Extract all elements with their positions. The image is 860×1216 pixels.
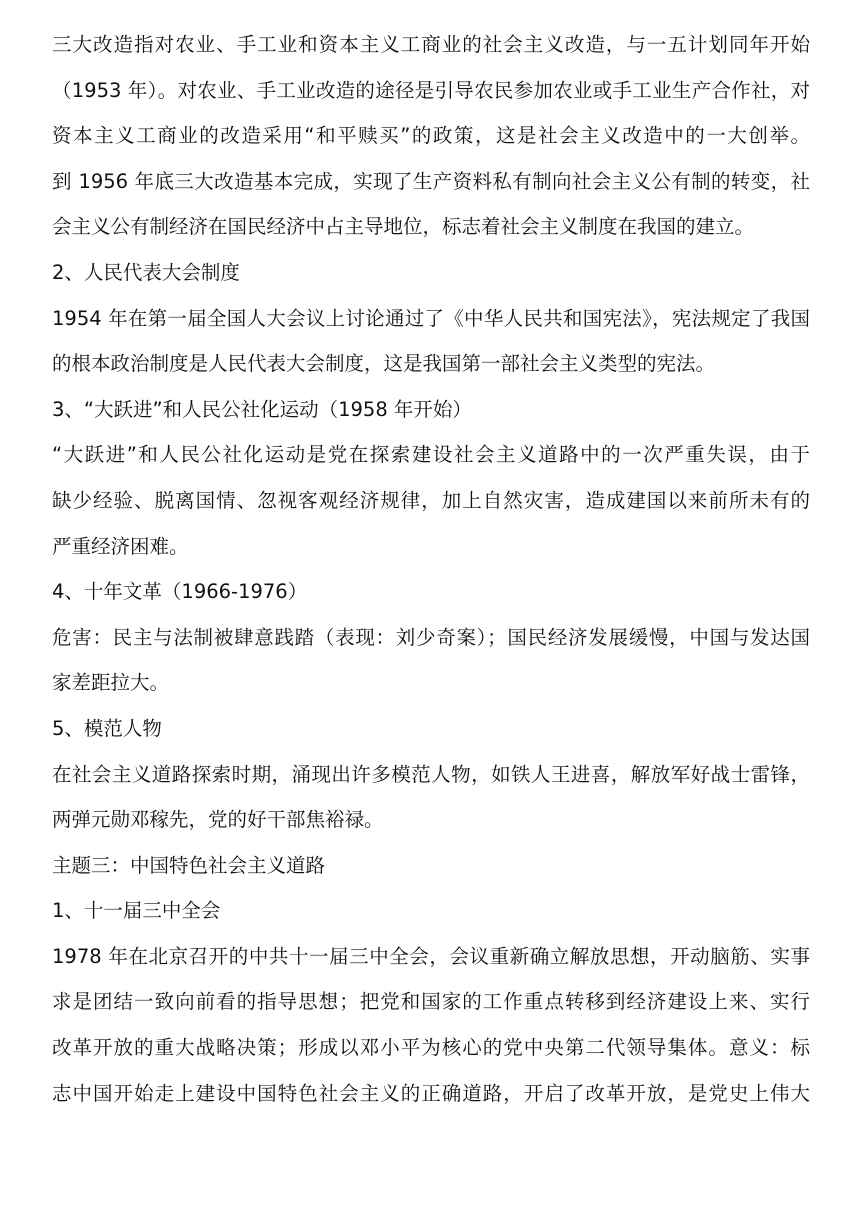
paragraph-line: 三大改造指对农业、手工业和资本主义工商业的社会主义改造，与一五计划同年开始 bbox=[52, 33, 810, 56]
paragraph-line: 在社会主义道路探索时期，涌现出许多模范人物，如铁人王进喜，解放军好战士雷锋， bbox=[52, 762, 810, 786]
paragraph-line: 志中国开始走上建设中国特色社会主义的正确道路，开启了改革开放，是党史上伟大 bbox=[52, 1081, 810, 1105]
section-heading: 4、十年文革（1966-1976） bbox=[52, 580, 308, 604]
paragraph-line: 1954 年在第一届全国人大会议上讨论通过了《中华人民共和国宪法》，宪法规定了我国 bbox=[52, 306, 810, 330]
section-heading: 2、人民代表大会制度 bbox=[52, 260, 240, 284]
paragraph-line: 求是团结一致向前看的指导思想；把党和国家的工作重点转移到经济建设上来、实行 bbox=[52, 990, 810, 1014]
paragraph-line: 1978 年在北京召开的中共十一届三中全会，会议重新确立解放思想，开动脑筋、实事 bbox=[52, 944, 810, 968]
paragraph-line: 会主义公有制经济在国民经济中占主导地位，标志着社会主义制度在我国的建立。 bbox=[52, 215, 755, 239]
paragraph-line: 改革开放的重大战略决策；形成以邓小平为核心的党中央第二代领导集体。意义：标 bbox=[52, 1036, 810, 1060]
document-page bbox=[52, 22, 810, 1116]
paragraph-line: 危害：民主与法制被肆意践踏（表现：刘少奇案）；国民经济发展缓慢，中国与发达国 bbox=[52, 625, 810, 649]
paragraph-line: （1953 年）。对农业、手工业改造的途径是引导农民参加农业或手工业生产合作社，对 bbox=[52, 78, 810, 102]
paragraph-line: “大跃进”和人民公社化运动是党在探索建设社会主义道路中的一次严重失误，由于 bbox=[52, 443, 810, 467]
section-heading: 5、模范人物 bbox=[52, 716, 162, 740]
paragraph-line: 两弹元勋邓稼先，党的好干部焦裕禄。 bbox=[52, 808, 384, 832]
section-heading: 1、十一届三中全会 bbox=[52, 899, 221, 923]
paragraph-line: 到 1956 年底三大改造基本完成，实现了生产资料私有制向社会主义公有制的转变，社 bbox=[52, 169, 810, 193]
paragraph-line: 严重经济困难。 bbox=[52, 534, 189, 558]
paragraph-line: 缺少经验、脱离国情、忽视客观经济规律，加上自然灾害，造成建国以来前所未有的 bbox=[52, 488, 810, 512]
section-heading: 3、“大跃进”和人民公社化运动（1958 年开始） bbox=[52, 397, 472, 421]
paragraph-line: 的根本政治制度是人民代表大会制度，这是我国第一部社会主义类型的宪法。 bbox=[52, 352, 716, 376]
paragraph-line: 家差距拉大。 bbox=[52, 671, 170, 695]
paragraph-line: 资本主义工商业的改造采用“和平赎买”的政策，这是社会主义改造中的一大创举。 bbox=[52, 124, 810, 148]
theme-heading: 主题三：中国特色社会主义道路 bbox=[52, 853, 326, 877]
